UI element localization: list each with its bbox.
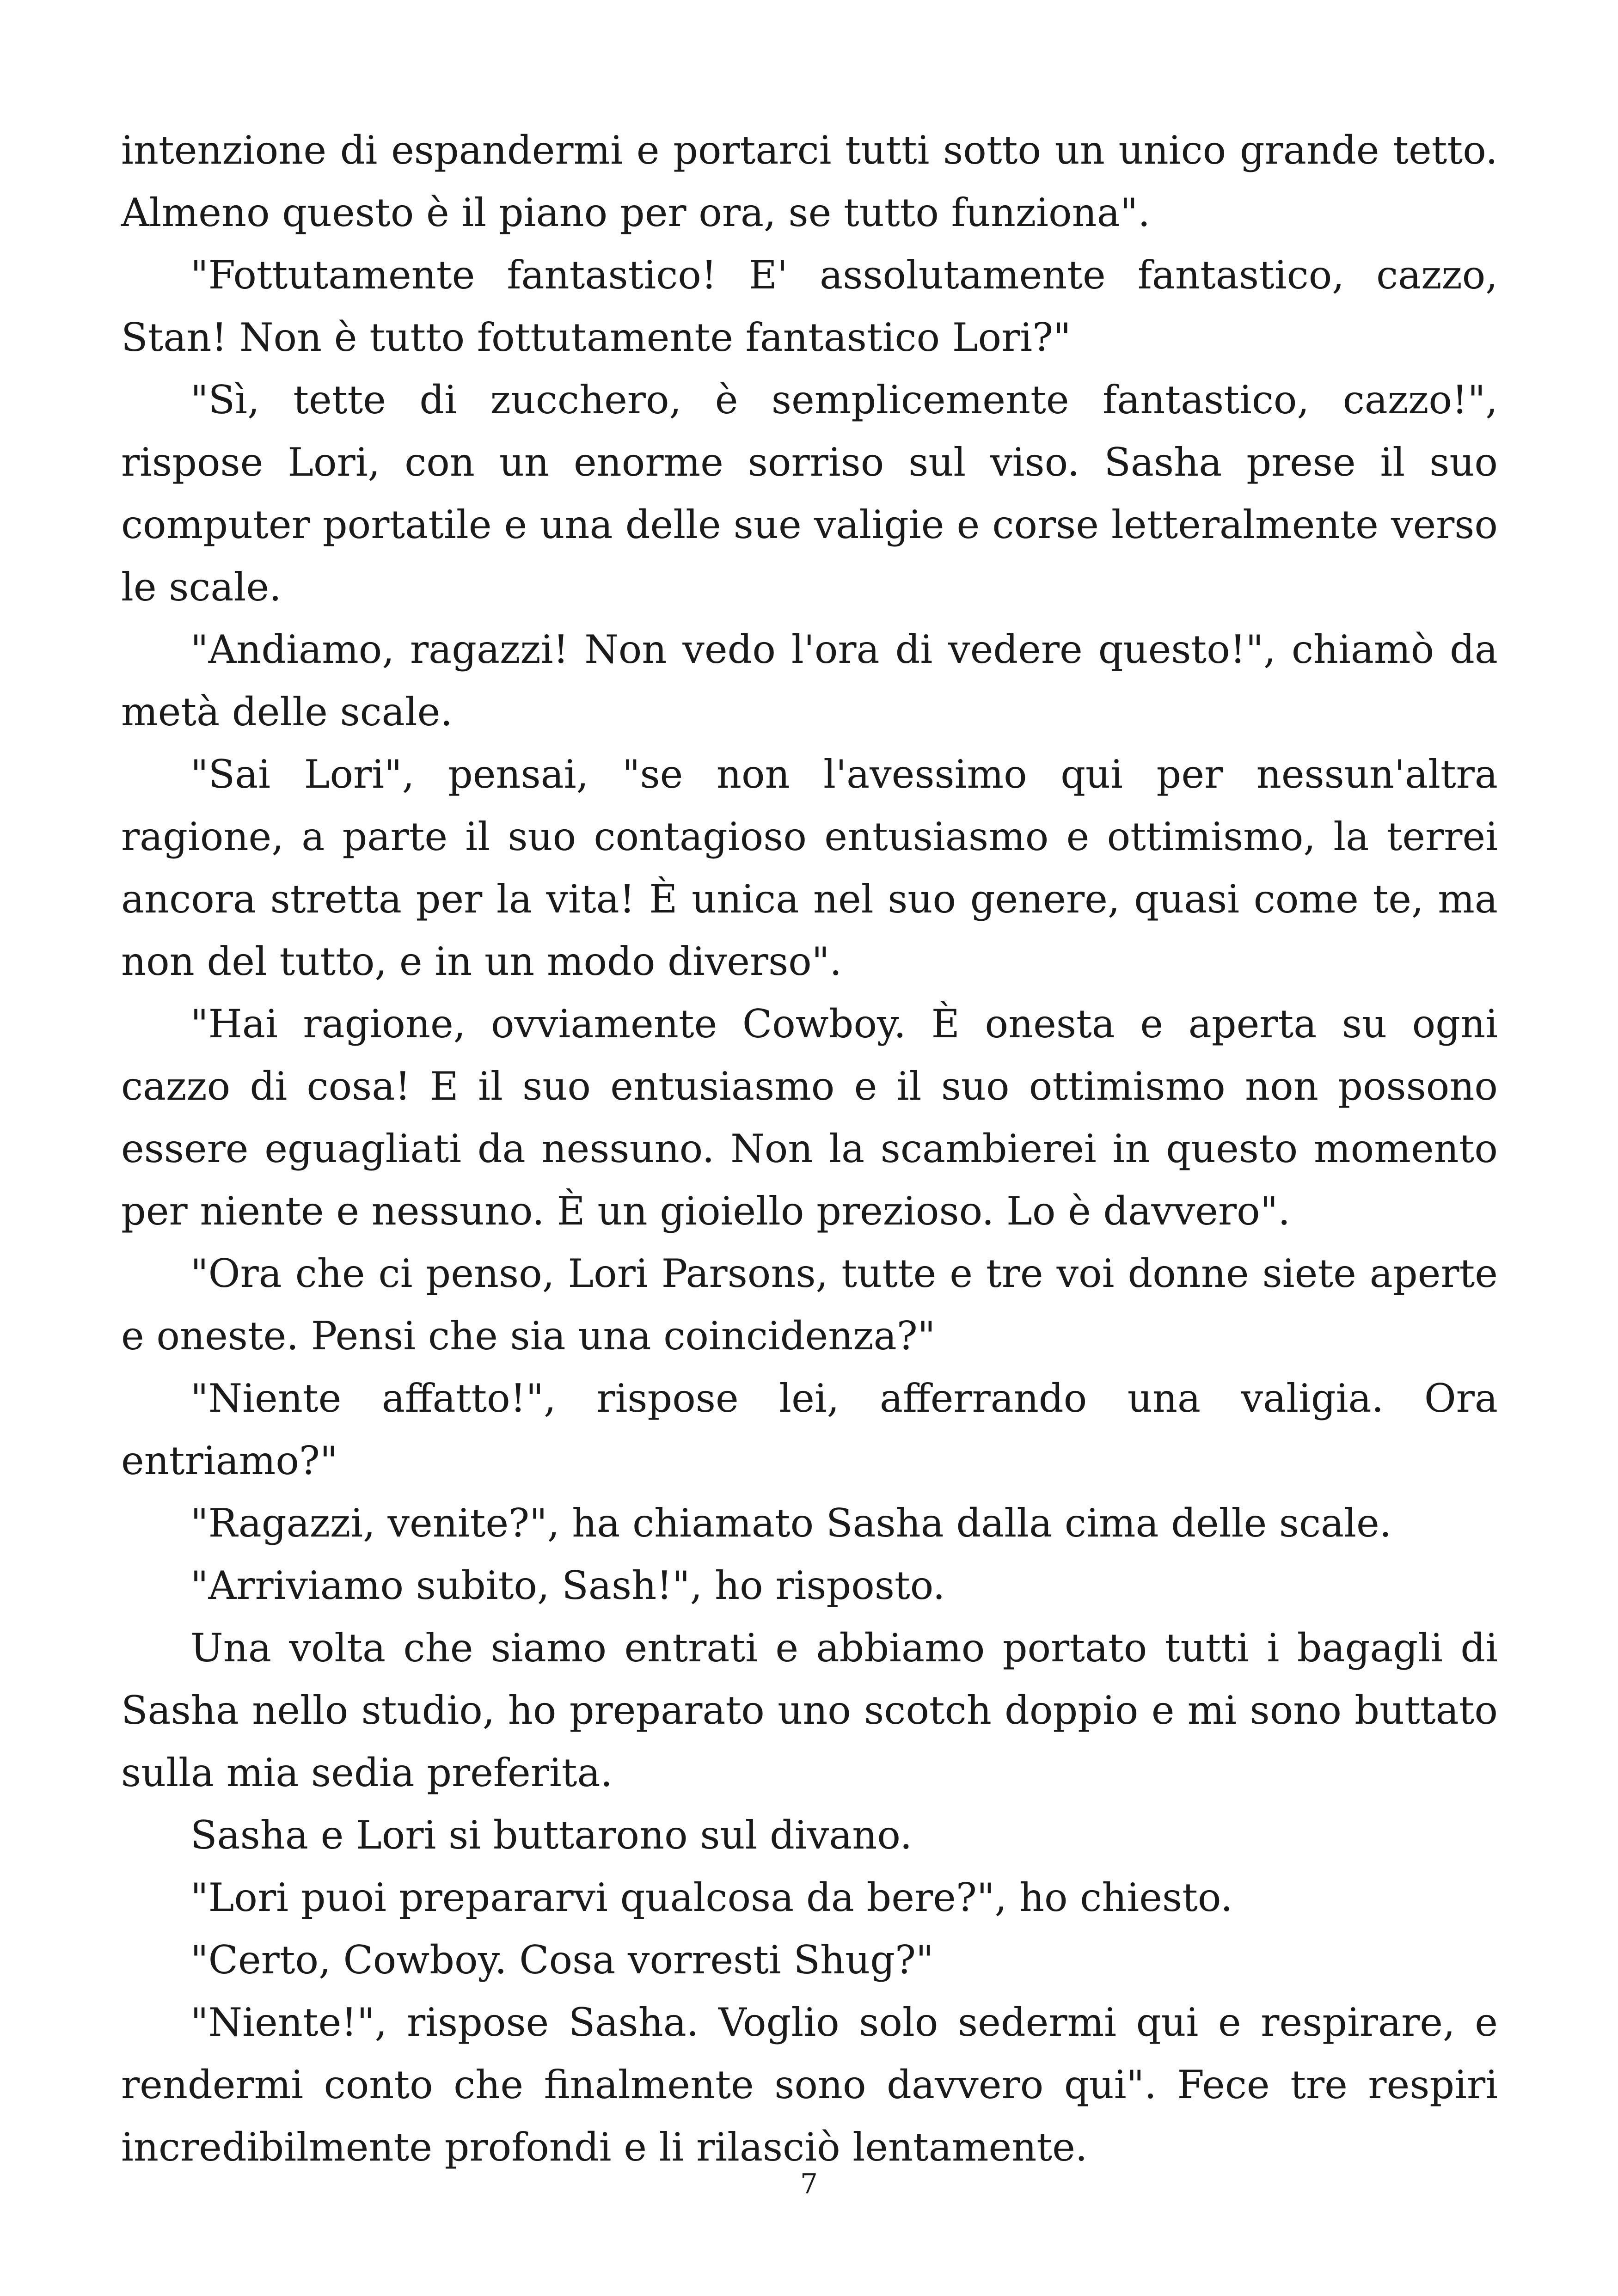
paragraph: "Hai ragione, ovviamente Cowboy. È onesta e aperta su ogni cazzo di cosa! E il suo entusiasmo e il suo ottimismo non possono essere eguagliati da nessuno. Non la scambierei in questo momento per niente e nessuno. È un gioiello prezioso. Lo è davvero". [121, 1001, 1498, 1234]
paragraph: "Sai Lori", pensai, "se non l'avessimo qui per nessun'altra ragione, a parte il suo contagioso entusiasmo e ottimismo, la terrei ancora stretta per la vita! È unica nel suo genere, quasi come te, ma non del tutto, e in un modo diverso". [121, 752, 1498, 984]
paragraph: intenzione di espandermi e portarci tutti sotto un unico grande tetto. Almeno questo è il piano per ora, se tutto funziona". [121, 128, 1498, 235]
paragraph: "Ragazzi, venite?", ha chiamato Sasha dalla cima delle scale. [190, 1500, 1392, 1546]
paragraph: "Lori puoi prepararvi qualcosa da bere?", ho chiesto. [190, 1875, 1233, 1920]
paragraph: "Niente affatto!", rispose lei, afferrando una valigia. Ora entriamo?" [121, 1376, 1498, 1483]
paragraph: "Niente!", rispose Sasha. Voglio solo sedermi qui e respirare, e rendermi conto che finalmente sono davvero qui". Fece tre respiri incredibilmente profondi e li rilasciò lentamente. [121, 2000, 1498, 2170]
paragraph: Sasha e Lori si buttarono sul divano. [190, 1812, 913, 1858]
page-number: 7 [800, 2168, 818, 2200]
body-text [121, 119, 1498, 2179]
paragraph: "Arriviamo subito, Sash!", ho risposto. [190, 1563, 945, 1608]
paragraph: "Certo, Cowboy. Cosa vorresti Shug?" [190, 1937, 934, 1983]
paragraph: "Fottutamente fantastico! E' assolutamente fantastico, cazzo, Stan! Non è tutto fottutamente fantastico Lori?" [121, 252, 1498, 360]
paragraph: "Sì, tette di zucchero, è semplicemente fantastico, cazzo!", rispose Lori, con un enorme sorriso sul viso. Sasha prese il suo computer portatile e una delle sue valigie e corse letteralmente verso le scale. [121, 377, 1498, 610]
paragraph: "Ora che ci penso, Lori Parsons, tutte e tre voi donne siete aperte e oneste. Pensi che sia una coincidenza?" [121, 1251, 1498, 1359]
paragraph: "Andiamo, ragazzi! Non vedo l'ora di vedere questo!", chiamò da metà delle scale. [121, 627, 1498, 735]
paragraph: Una volta che siamo entrati e abbiamo portato tutti i bagagli di Sasha nello studio, ho preparato uno scotch doppio e mi sono buttato sulla mia sedia preferita. [121, 1625, 1498, 1795]
